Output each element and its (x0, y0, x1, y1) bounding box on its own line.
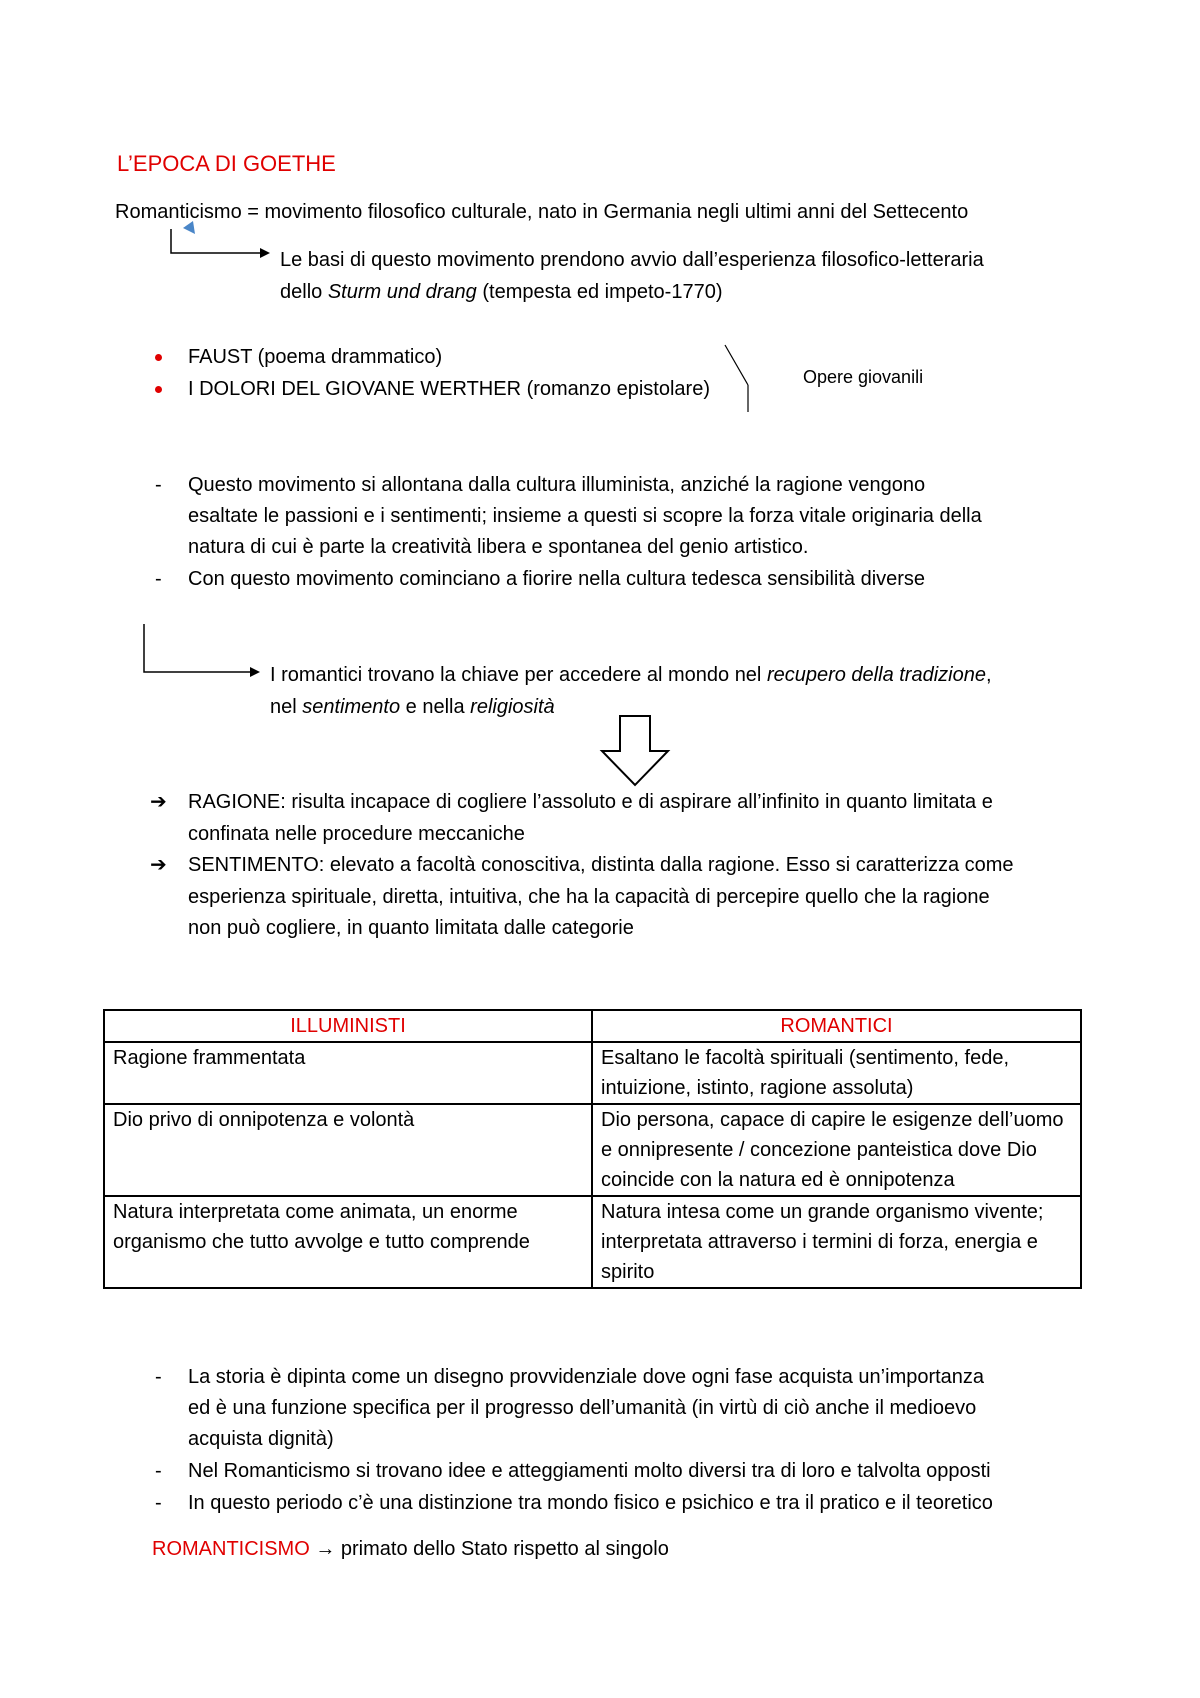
sentimento-line-3: non può cogliere, in quanto limitata dalle categorie (188, 917, 634, 939)
romantici-line-1-pre: I romantici trovano la chiave per accedere al mondo nel (270, 664, 767, 686)
storia-item-2: Nel Romanticismo si trovano idee e atteggiamenti molto diversi tra di loro e talvolta opposti (188, 1460, 991, 1482)
conclusion-rest: primato dello Stato rispetto al singolo (335, 1538, 669, 1560)
movimento-item-1-line-3: natura di cui è parte la creatività libera e spontanea del genio artistico. (188, 536, 809, 558)
storia-item-1-line-1: La storia è dipinta come un disegno provvidenziale dove ogni fase acquista un’importanza (188, 1366, 985, 1388)
movimento-item-2: Con questo movimento cominciano a fiorire nella cultura tedesca sensibilità diverse (188, 568, 926, 590)
dash-bullet: - (155, 1460, 162, 1482)
romantici-line-2 (270, 692, 555, 723)
dash-bullet: - (155, 568, 162, 590)
dash-bullet: - (155, 474, 162, 496)
definition-term: Romanticismo (115, 201, 242, 223)
conclusion-arrow-icon: → (315, 1538, 336, 1560)
table-cell: Dio persona, capace di capire le esigenze dell’uomo e onnipresente / concezione panteistica dove Dio coincide con la natura ed è onnipotenza (592, 1104, 1081, 1196)
definition-line (115, 197, 968, 228)
arrow-head-1-icon (260, 248, 270, 258)
romantici-italic-religiosita: religiosità (470, 696, 555, 718)
arrow-head-2-icon (250, 667, 260, 677)
romantici-line-2-pre: nel (270, 696, 303, 718)
opere-label: Opere giovanili (803, 367, 924, 387)
basi-line-2-post: (tempesta ed impeto-1770) (476, 281, 723, 303)
arrow-bullet-icon: ➔ (150, 854, 167, 876)
arrow-bullet-icon: ➔ (150, 791, 167, 813)
dash-bullet: - (155, 1492, 162, 1514)
sentimento-line-2: esperienza spirituale, diretta, intuitiva, che ha la capacità di percepire quello che la ragione (188, 886, 990, 908)
movimento-item-1-line-1: Questo movimento si allontana dalla cultura illuminista, anziché la ragione vengono (188, 474, 926, 496)
conclusion-line (152, 1534, 669, 1565)
ragione-line-2: confinata nelle procedure meccaniche (188, 823, 525, 845)
romantici-line-1-post: , (985, 664, 992, 686)
romantici-italic-sentimento: sentimento (302, 696, 401, 718)
table-cell: Esaltano le facoltà spirituali (sentimento, fede, intuizione, istinto, ragione assoluta) (592, 1042, 1081, 1104)
basi-line-1: Le basi di questo movimento prendono avvio dall’esperienza filosofico-letteraria (280, 249, 984, 271)
table-row (104, 1042, 1081, 1104)
table-cell: Ragione frammentata (104, 1042, 592, 1104)
header-romantici: ROMANTICI (592, 1010, 1081, 1042)
conclusion-term: ROMANTICISMO (152, 1538, 310, 1560)
table-header-row (104, 1010, 1081, 1042)
opera-item-1: FAUST (poema drammatico) (188, 346, 443, 368)
table-cell: Dio privo di onnipotenza e volontà (104, 1104, 592, 1196)
bullet-dot-icon (155, 386, 162, 393)
table-row (104, 1196, 1081, 1288)
ragione-line-1: RAGIONE: risulta incapace di cogliere l’assoluto e di aspirare all’infinito in quanto limitata e (188, 791, 993, 813)
romantici-line-2-mid: e nella (400, 696, 471, 718)
table-row (104, 1104, 1081, 1196)
table-cell: Natura interpretata come animata, un enorme organismo che tutto avvolge e tutto comprende (104, 1196, 592, 1288)
elbow-arrow-1 (171, 229, 260, 253)
table-cell: Natura intesa come un grande organismo vivente; interpretata attraverso i termini di forza, energia e spirito (592, 1196, 1081, 1288)
romantici-line-1 (270, 660, 992, 691)
comparison-table (103, 1009, 1082, 1289)
storia-item-3: In questo periodo c’è una distinzione tra mondo fisico e psichico e tra il pratico e il teoretico (188, 1492, 993, 1514)
basi-line-2-pre: dello (280, 281, 328, 303)
down-arrow-icon (602, 716, 668, 785)
romantici-italic-tradizione: recupero della tradizione (766, 664, 986, 686)
dash-bullet: - (155, 1366, 162, 1388)
definition-rest: = movimento filosofico culturale, nato in Germania negli ultimi anni del Settecento (241, 201, 969, 223)
sentimento-line-1: SENTIMENTO: elevato a facoltà conoscitiva, distinta dalla ragione. Esso si caratterizza come (188, 854, 1014, 876)
header-illuministi: ILLUMINISTI (104, 1010, 592, 1042)
storia-item-1-line-2: ed è una funzione specifica per il progresso dell’umanità (in virtù di ciò anche il medioevo (188, 1397, 977, 1419)
storia-item-1-line-3: acquista dignità) (188, 1428, 334, 1450)
basi-italic: Sturm und drang (327, 281, 477, 303)
bracket-upper (725, 345, 748, 385)
page-title: L’EPOCA DI GOETHE (117, 151, 336, 176)
bullet-dot-icon (155, 354, 162, 361)
basi-line-2 (280, 277, 722, 308)
movimento-item-1-line-2: esaltate le passioni e i sentimenti; insieme a questi si scopre la forza vitale originaria della (188, 505, 982, 527)
opera-item-2: I DOLORI DEL GIOVANE WERTHER (romanzo epistolare) (188, 378, 710, 400)
elbow-arrow-2 (144, 624, 250, 672)
